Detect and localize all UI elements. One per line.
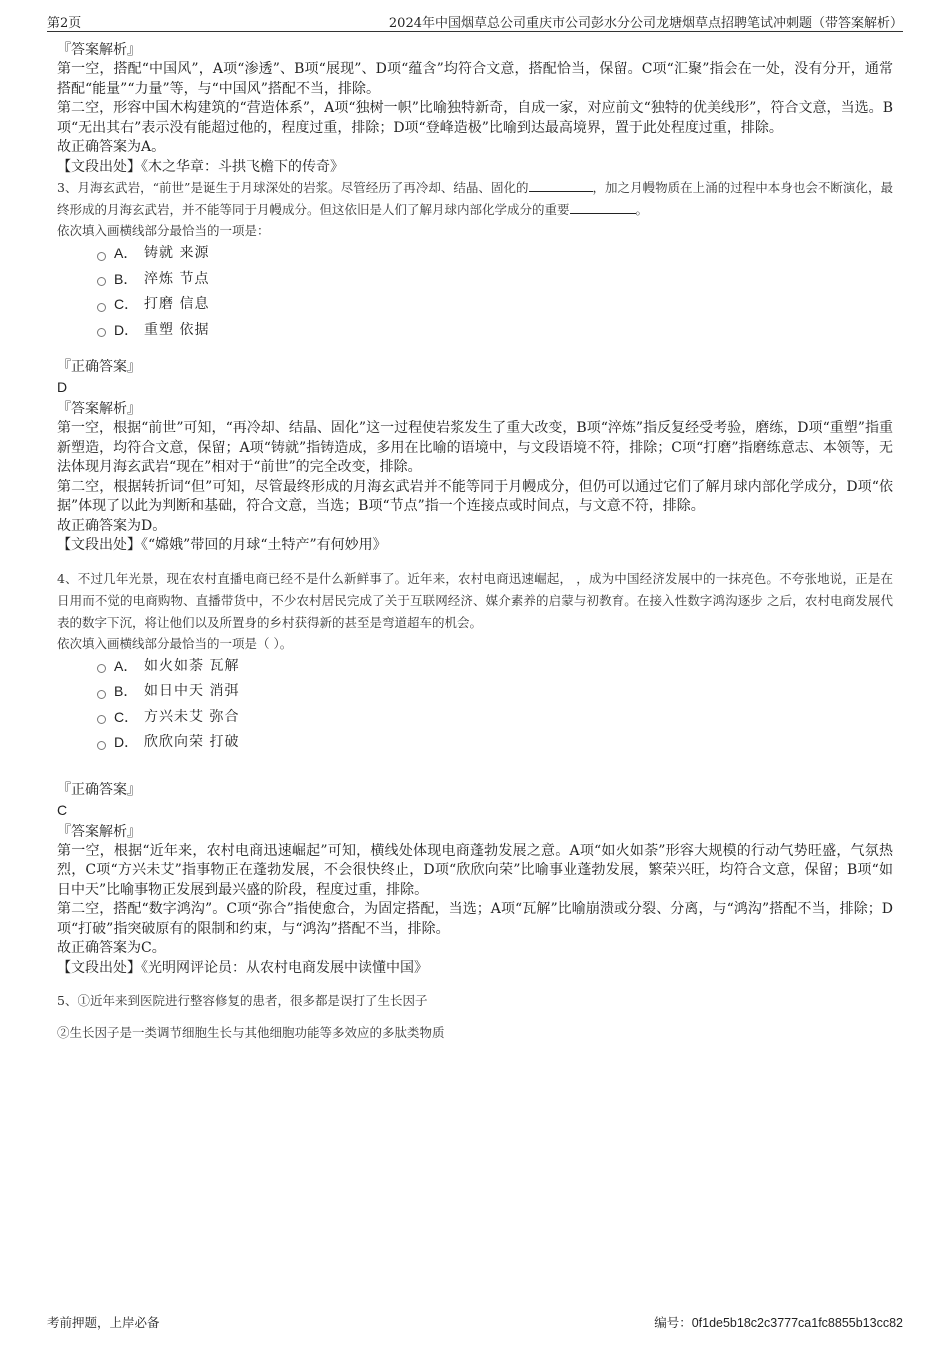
q3-option-d[interactable]: D． 重塑 依据 xyxy=(97,318,893,344)
q3-prompt: 依次填入画横线部分最恰当的一项是： xyxy=(57,223,270,238)
q4-analysis-para2: 第二空，搭配“数字鸿沟”。C项“弥合”指使愈合，为固定搭配，当选；A项“瓦解”比喻崩溃或分裂、分离，与“鸿沟”搭配不当，排除；D项“打破”指突破原有的限制和约束，与“鸿沟”搭配不当，排除。 xyxy=(57,901,893,937)
radio-icon[interactable] xyxy=(97,328,106,337)
q4-options xyxy=(97,654,893,756)
q3-blank-1 xyxy=(529,180,593,192)
radio-icon[interactable] xyxy=(97,715,106,724)
page-content xyxy=(57,40,893,1044)
radio-icon[interactable] xyxy=(97,664,106,673)
q4-analysis-label: 『答案解析』 xyxy=(57,823,141,840)
footer-code xyxy=(654,1313,903,1331)
q5-line-1: 5、①近年来到医院进行整容修复的患者，很多都是误打了生长因子 xyxy=(57,993,428,1008)
q4-analysis-para1: 第一空，根据“近年来，农村电商迅速崛起”可知，横线处体现电商蓬勃发展之意。A项“如火如荼”形容大规模的行动气势旺盛，气氛热烈，C项“方兴未艾”指事物正在蓬勃发展，不会很快终止，D项“欣欣向荣”比喻事业蓬勃发展，繁荣兴旺，均符合文意，保留；B项“如日中天”比喻事物正发展到最兴盛的阶段，程度过重，排除。 xyxy=(57,842,893,898)
radio-icon[interactable] xyxy=(97,252,106,261)
q3-question-text: 3、月海玄武岩，“前世”是诞生于月球深处的岩浆。尽管经历了再冷却、结晶、固化的 ，加之月幔物质在上涌的过程中本身也会不断演化，最终形成的月海玄武岩，并不能等同于月幔成分。但这依旧是人们了解月球内部化学成分的重要 。 xyxy=(57,180,893,217)
q4-option-a[interactable]: A． 如火如荼 瓦解 xyxy=(97,654,893,680)
q4-question-text: 4、不过几年光景，现在农村直播电商已经不是什么新鲜事了。近年来，农村电商迅速崛起， ，成为中国经济发展中的一抹亮色。不夸张地说，正是在日用而不觉的电商购物、直播带货中，不少农村居民完成了关于互联网经济、媒介素养的启蒙与初教育。在接入性数字鸿沟逐步 之后，农村电商发展代表的数字下沉，将让他们以及所置身的乡村获得新的甚至是弯道超车的机会。 xyxy=(57,570,893,630)
q4-correct-answer: C xyxy=(57,801,68,818)
q4-option-c[interactable]: C． 方兴未艾 弥合 xyxy=(97,705,893,731)
page-header xyxy=(47,10,903,32)
q2-analysis-para1: 第一空，搭配“中国风”，A项“渗透”、B项“展现”、D项“蕴含”均符合文意，搭配恰当，保留。C项“汇聚”指会在一处，没有分开，通常搭配“能量”“力量”等，与“中国风”搭配不当，排除。 xyxy=(57,61,893,97)
q3-analysis-label: 『答案解析』 xyxy=(57,401,141,417)
q4-conclusion: 故正确答案为C。 xyxy=(57,940,166,956)
q2-analysis-label: 『答案解析』 xyxy=(57,42,141,58)
q4-source: 【文段出处】《光明网评论员：从农村电商发展中读懂中国》 xyxy=(57,959,428,976)
q2-source: 【文段出处】《木之华章：斗拱飞檐下的传奇》 xyxy=(57,158,344,175)
footer-slogan: 考前押题，上岸必备 xyxy=(47,1315,160,1330)
q3-analysis-para1: 第一空，根据“前世”可知，“再冷却、结晶、固化”这一过程使岩浆发生了重大改变，B项“淬炼”指反复经受考验，磨练，D项“重塑”指重新塑造，均符合文意，保留；A项“铸就”指铸造成，多用在比喻的语境中，与文段语境不符，排除；C项“打磨”指磨练意志、本领等，无法体现月海玄武岩“现在”相对于“前世”的完全改变，排除。 xyxy=(57,420,893,475)
q4-option-b[interactable]: B． 如日中天 消弭 xyxy=(97,679,893,705)
q3-correct-label: 『正确答案』 xyxy=(57,359,141,375)
page-number: 第2页 xyxy=(47,16,82,31)
q3-analysis-para2: 第二空，根据转折词“但”可知，尽管最终形成的月海玄武岩并不能等同于月幔成分，但仍可以通过它们了解月球内部化学成分，D项“依据”体现了以此为判断和基础，符合文意，当选；B项“节点”指一个连接点或时间点，与文意不符，排除。 xyxy=(57,478,893,514)
q3-option-c[interactable]: C． 打磨 信息 xyxy=(97,292,893,318)
page-footer xyxy=(47,1311,903,1333)
radio-icon[interactable] xyxy=(97,690,106,699)
radio-icon[interactable] xyxy=(97,741,106,750)
q3-options xyxy=(97,241,893,343)
q3-conclusion: 故正确答案为D。 xyxy=(57,517,167,534)
q2-analysis-para2: 第二空，形容中国木构建筑的“营造体系”，A项“独树一帜”比喻独特新奇，自成一家，对应前文“独特的优美线形”，符合文意，当选。B项“无出其右”表示没有能超过他的，程度过重，排除；D项“登峰造极”比喻到达最高境界，置于此处程度过重，排除。 xyxy=(57,100,893,136)
q4-correct-label: 『正确答案』 xyxy=(57,781,141,798)
footer-code-value: 0f1de5b18c2c3777ca1fc8855b13cc82 xyxy=(691,1316,903,1330)
q4-prompt: 依次填入画横线部分最恰当的一项是（ ）。 xyxy=(57,635,293,651)
footer-code-label: 编号： xyxy=(654,1315,692,1330)
q5-line-2: ②生长因子是一类调节细胞生长与其他细胞功能等多效应的多肽类物质 xyxy=(57,1025,445,1040)
q4-option-d[interactable]: D． 欣欣向荣 打破 xyxy=(97,730,893,756)
radio-icon[interactable] xyxy=(97,277,106,286)
q3-correct-answer: D xyxy=(57,379,68,395)
q2-conclusion: 故正确答案为A。 xyxy=(57,139,166,155)
radio-icon[interactable] xyxy=(97,303,106,312)
q3-option-b[interactable]: B． 淬炼 节点 xyxy=(97,267,893,293)
document-title: 2024年中国烟草总公司重庆市公司彭水分公司龙塘烟草点招聘笔试冲刺题（带答案解析） xyxy=(388,16,903,31)
q3-blank-2 xyxy=(570,202,636,214)
q3-source: 【文段出处】《“嫦娥”带回的月球“土特产”有何妙用》 xyxy=(57,537,387,553)
q3-option-a[interactable]: A． 铸就 来源 xyxy=(97,241,893,267)
